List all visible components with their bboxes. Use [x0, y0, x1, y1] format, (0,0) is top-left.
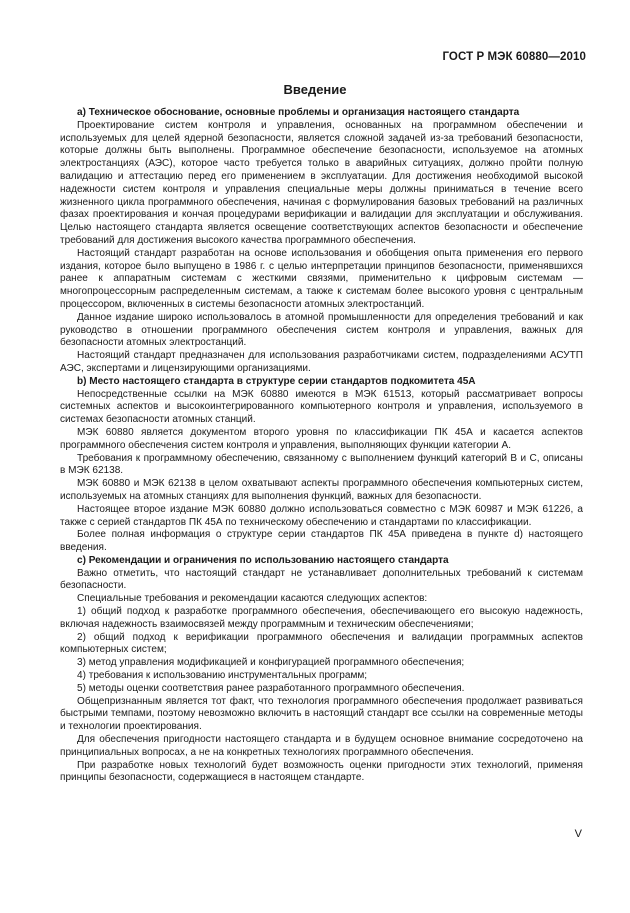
paragraph: Данное издание широко использовалось в атомной промышленности для определения требований и как руководство в отношении программного обеспечения систем контроля и управления, важных для безопасности атомных электростанций.	[60, 311, 583, 349]
paragraph: Более полная информация о структуре серии стандартов ПК 45А приведена в пункте d) настоящего введения.	[60, 529, 583, 554]
paragraph: Важно отметить, что настоящий стандарт не устанавливает дополнительных требований к системам безопасности.	[60, 567, 583, 592]
list-item: 3) метод управления модификацией и конфигурацией программного обеспечения;	[77, 657, 465, 669]
subsection-heading: c) Рекомендации и ограничения по использованию настоящего стандарта	[77, 554, 449, 566]
paragraph: Непосредственные ссылки на МЭК 60880 имеются в МЭК 61513, который рассматривает вопросы системных аспектов и высокоинтегрированного компьютерного контроля и управления, используемого в системах безопасности атомных станций.	[60, 388, 583, 426]
paragraph: Специальные требования и рекомендации касаются следующих аспектов:	[77, 593, 428, 605]
paragraph: Настоящий стандарт разработан на основе использования и обобщения опыта применения его первого издания, которое было выпущено в 1986 г. с целью интерпретации принципов безопасности, применявшихся ранее к аппаратным системам с жесткими связями, применительно к цифровым системам — многопроцессорным распределенным системам, а также к системам более высокого уровня с центральным процессором, включенных в системы безопасности атомных электростанций.	[60, 247, 583, 310]
paragraph: МЭК 60880 является документом второго уровня по классификации ПК 45А и касается аспектов программного обеспечения систем контроля и управления, выполняющих функции категории А.	[60, 426, 583, 451]
standard-designation: ГОСТ Р МЭК 60880—2010	[442, 51, 586, 63]
paragraph: Настоящее второе издание МЭК 60880 должно использоваться совместно с МЭК 60987 и МЭК 61226, а также с серией стандартов ПК 45А по техническому обеспечению и стандартами по классификации.	[60, 503, 583, 528]
paragraph: Для обеспечения пригодности настоящего стандарта и в будущем основное внимание сосредоточено на принципиальных вопросах, а не на конкретных технологиях программного обеспечения.	[60, 734, 583, 758]
paragraph: Общепризнанным является тот факт, что технология программного обеспечения продолжает развиваться быстрыми темпами, поэтому невозможно включить в настоящий стандарт все ссылки на современные методы и технологии проектирования.	[60, 695, 583, 733]
paragraph: Проектирование систем контроля и управления, основанных на программном обеспечении и используемых для целей ядерной безопасности, является сложной задачей из-за требований безопасности, которые должны быть выполнены. Программное обеспечение безопасности, используемое на атомных электростанциях (АЭС), которое часто требуется только в аварийных ситуациях, должно пройти полную валидацию и аттестацию перед его применением в эксплуатации. Для достижения необходимой высокой надежности систем контроля и управления специальные меры должны приниматься в течение всего жизненного цикла программного обеспечения, начиная с формулирования базовых требований на различных фазах проектирования и кончая процедурами верификации и валидации для эксплуатации и обслуживания. Целью настоящего стандарта является освещение соответствующих аспектов безопасности и обеспечение требований для достижения высокого качества программного обеспечения.	[60, 119, 583, 246]
paragraph: Настоящий стандарт предназначен для использования разработчиками систем, подразделениями АСУТП АЭС, экспертами и лицензирующими организациями.	[60, 350, 583, 374]
subsection-heading: а) Техническое обоснование, основные проблемы и организация настоящего стандарта	[77, 107, 520, 118]
page-number: V	[574, 828, 582, 840]
subsection-heading: b) Место настоящего стандарта в структуре серии стандартов подкомитета 45А	[77, 375, 476, 387]
list-item: 5) методы оценки соответствия ранее разработанного программного обеспечения.	[77, 682, 465, 694]
section-title: Введение	[283, 82, 347, 97]
paragraph: При разработке новых технологий будет возможность оценки пригодности этих технологий, применяя принципы безопасности, содержащиеся в настоящем стандарте.	[60, 759, 583, 784]
list-item: 1) общий подход к разработке программного обеспечения, обеспечивающего его высокую надежность, включая надежность взаимосвязей между программным и техническим обеспечениями;	[60, 606, 583, 630]
body-text	[60, 107, 583, 785]
paragraph: МЭК 60880 и МЭК 62138 в целом охватывают аспекты программного обеспечения компьютерных систем, используемых на атомных станциях для выполнения функций, важных для безопасности.	[60, 478, 583, 502]
list-item: 4) требования к использованию инструментальных программ;	[77, 670, 368, 682]
list-item: 2) общий подход к верификации программного обеспечения и валидации программных аспектов компьютерных систем;	[60, 631, 583, 656]
paragraph: Требования к программному обеспечению, связанному с выполнением функций категорий В и С, описаны в МЭК 62138.	[60, 452, 583, 477]
